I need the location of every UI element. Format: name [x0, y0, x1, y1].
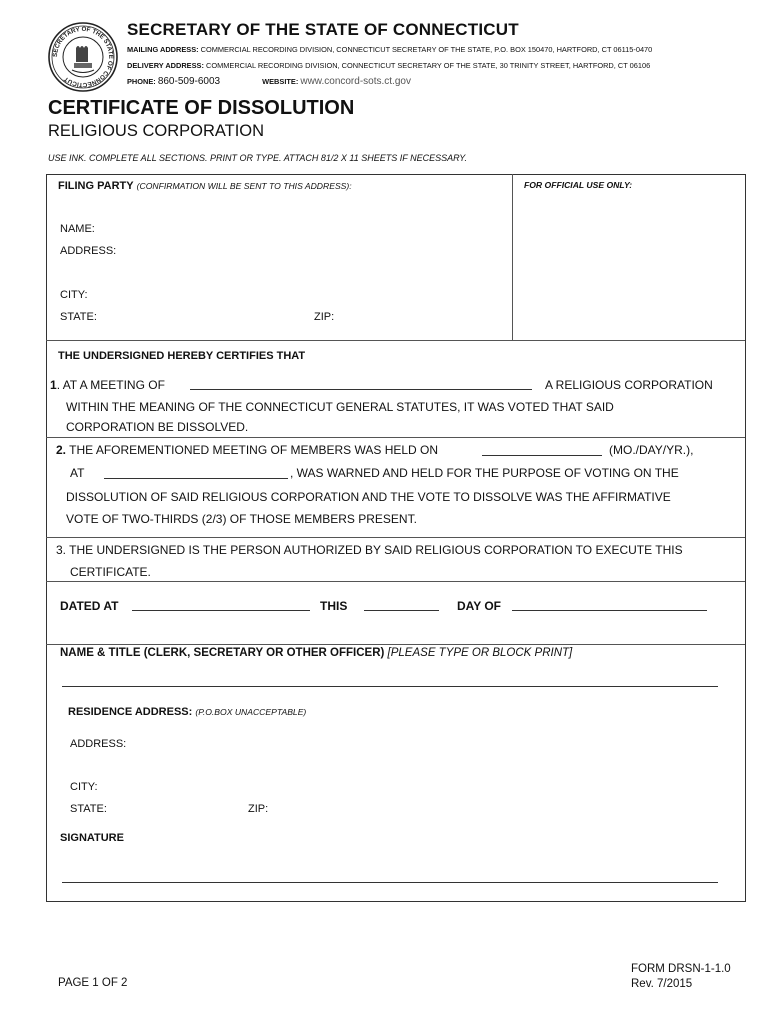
- section-1-suffix: A RELIGIOUS CORPORATION: [545, 378, 713, 392]
- section-2-line-4: VOTE OF TWO-THIRDS (2/3) OF THOSE MEMBERS PRESENT.: [66, 512, 417, 526]
- form-number: FORM DRSN-1-1.0: [631, 963, 731, 975]
- residence-label: RESIDENCE ADDRESS: (P.O.BOX UNACCEPTABLE): [68, 706, 307, 718]
- divider: [46, 437, 745, 438]
- divider: [46, 340, 745, 341]
- certify-heading: THE UNDERSIGNED HEREBY CERTIFIES THAT: [58, 350, 306, 362]
- dated-at-field[interactable]: [132, 610, 310, 611]
- official-divider: [512, 174, 513, 340]
- divider: [46, 581, 745, 582]
- signature-label: SIGNATURE: [60, 832, 124, 844]
- section-2-line-1: 2. THE AFOREMENTIONED MEETING OF MEMBERS WAS HELD ON: [56, 443, 439, 457]
- name-title-field[interactable]: [62, 686, 718, 687]
- filing-zip-field[interactable]: ZIP:: [314, 311, 335, 323]
- official-use-label: FOR OFFICIAL USE ONLY:: [524, 180, 633, 190]
- day-of-label: DAY OF: [457, 599, 502, 613]
- day-field[interactable]: [364, 610, 439, 611]
- meeting-location-field[interactable]: [104, 478, 288, 479]
- signature-field[interactable]: [62, 882, 718, 883]
- divider: [46, 537, 745, 538]
- revision-date: Rev. 7/2015: [631, 978, 693, 990]
- this-label: THIS: [320, 599, 348, 613]
- agency-title: SECRETARY OF THE STATE OF CONNECTICUT: [127, 20, 519, 39]
- name-title-label: NAME & TITLE (CLERK, SECRETARY OR OTHER OFFICER) [PLEASE TYPE OR BLOCK PRINT]: [60, 647, 573, 659]
- section-1-line-2: WITHIN THE MEANING OF THE CONNECTICUT GENERAL STATUTES, IT WAS VOTED THAT SAID: [66, 400, 614, 414]
- section-2-line-2: , WAS WARNED AND HELD FOR THE PURPOSE OF VOTING ON THE: [290, 466, 679, 480]
- filing-address-field[interactable]: ADDRESS:: [60, 245, 117, 257]
- filing-city-field[interactable]: CITY:: [60, 289, 88, 301]
- section-2-line-3: DISSOLUTION OF SAID RELIGIOUS CORPORATION AND THE VOTE TO DISSOLVE WAS THE AFFIRMATIVE: [66, 490, 671, 504]
- divider: [46, 644, 745, 645]
- residence-city-field[interactable]: CITY:: [70, 781, 98, 793]
- svg-text:SECRETARY OF THE STATE OF CONN: SECRETARY OF THE STATE OF CONNECTICUT: [51, 25, 115, 89]
- month-year-field[interactable]: [512, 610, 707, 611]
- mailing-address: MAILING ADDRESS: COMMERCIAL RECORDING DIVISION, CONNECTICUT SECRETARY OF THE STATE, P.O. BOX 150470, HARTFORD, CT 06115-0470: [127, 45, 653, 54]
- delivery-address: DELIVERY ADDRESS: COMMERCIAL RECORDING DIVISION, CONNECTICUT SECRETARY OF THE STATE, 30 TRINITY STREET, HARTFORD, CT 06106: [127, 61, 651, 70]
- section-1-line-3: CORPORATION BE DISSOLVED.: [66, 420, 249, 434]
- residence-state-field[interactable]: STATE:: [70, 803, 107, 815]
- meeting-date-field[interactable]: [482, 455, 602, 456]
- date-format-note: (MO./DAY/YR.),: [609, 443, 694, 457]
- form-title: CERTIFICATE OF DISSOLUTION: [48, 97, 355, 119]
- section-2-at: AT: [70, 466, 85, 480]
- residence-zip-field[interactable]: ZIP:: [248, 803, 269, 815]
- form-subtitle: RELIGIOUS CORPORATION: [48, 122, 265, 140]
- corporation-name-field[interactable]: [190, 389, 532, 390]
- contact-line: PHONE: 860-509-6003 WEBSITE: www.concord-sots.ct.gov: [127, 76, 411, 87]
- dated-at-label: DATED AT: [60, 599, 119, 613]
- page-number: PAGE 1 OF 2: [58, 977, 128, 989]
- form-instructions: USE INK. COMPLETE ALL SECTIONS. PRINT OR TYPE. ATTACH 81/2 X 11 SHEETS IF NECESSARY.: [48, 153, 467, 163]
- form-box: [46, 174, 746, 902]
- filing-state-field[interactable]: STATE:: [60, 311, 97, 323]
- residence-address-field[interactable]: ADDRESS:: [70, 738, 127, 750]
- website-link[interactable]: www.concord-sots.ct.gov: [300, 76, 411, 87]
- filing-party-label: FILING PARTY (CONFIRMATION WILL BE SENT TO THIS ADDRESS):: [58, 180, 352, 192]
- section-3-line-2: CERTIFICATE.: [70, 565, 151, 579]
- state-seal-icon: [48, 22, 118, 92]
- section-3-line-1: 3. THE UNDERSIGNED IS THE PERSON AUTHORIZED BY SAID RELIGIOUS CORPORATION TO EXECUTE THIS: [56, 543, 683, 557]
- section-1-line-1: 1. AT A MEETING OF: [50, 378, 165, 392]
- filing-name-field[interactable]: NAME:: [60, 223, 95, 235]
